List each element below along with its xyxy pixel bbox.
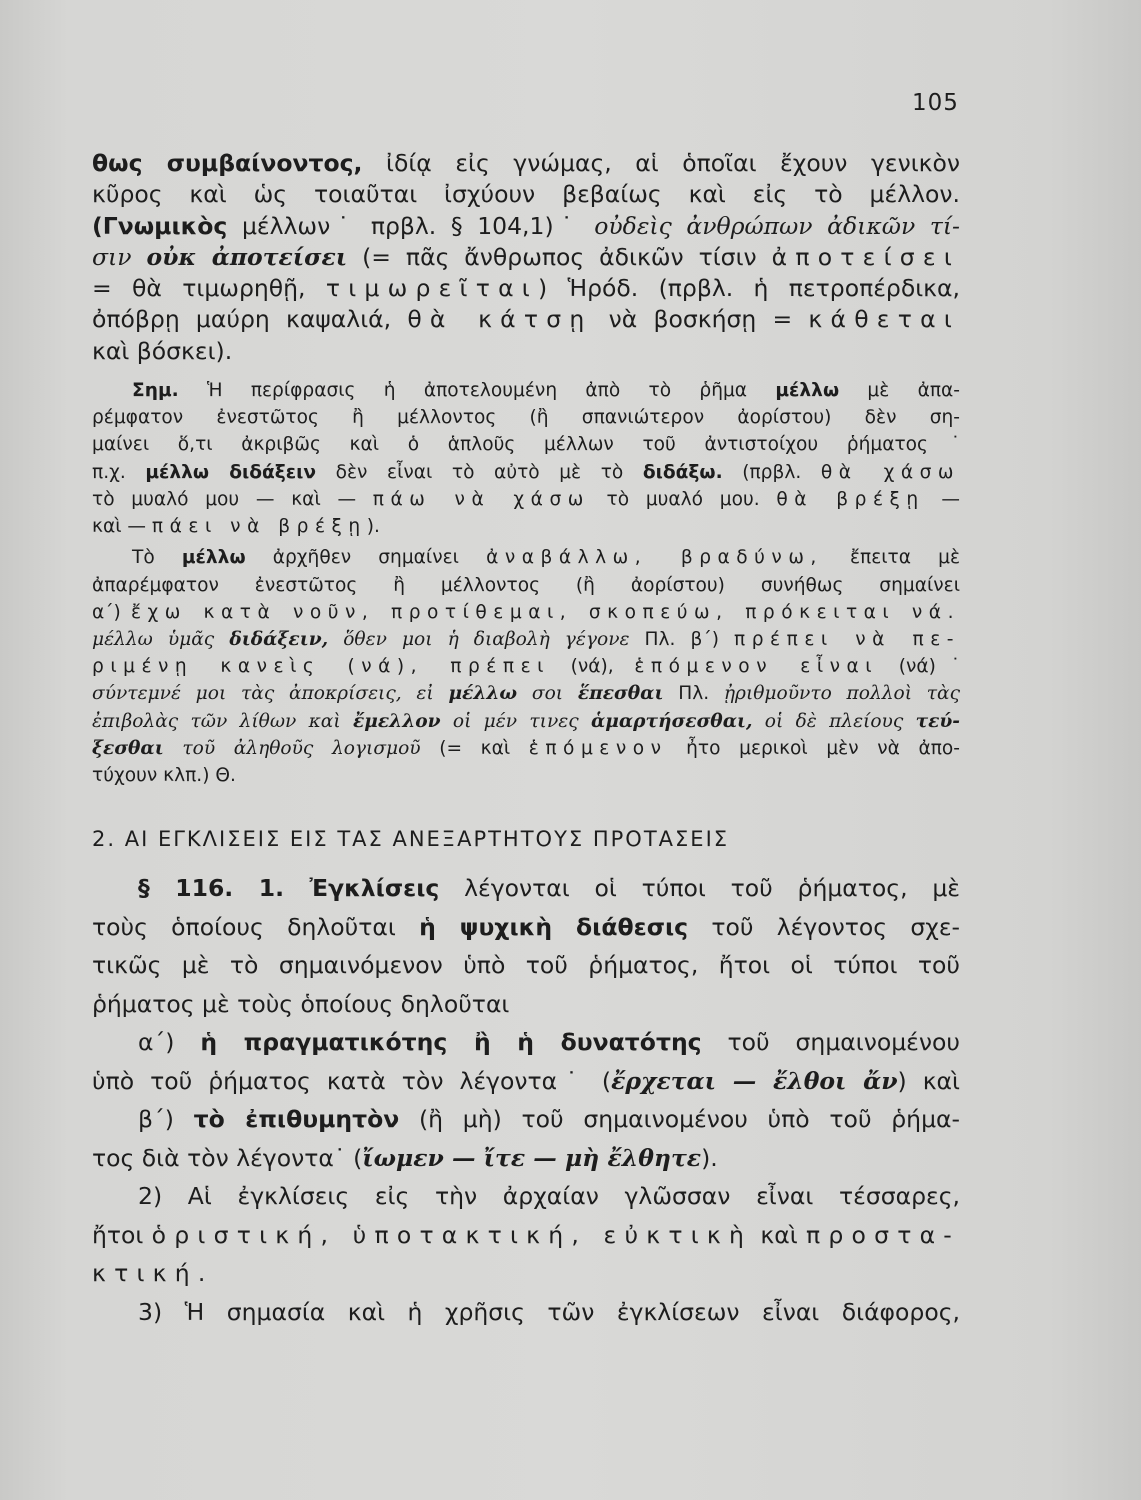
text-line: ρέμφατον ἐνεστῶτος ἢ μέλλοντος (ἢ σπανιώτερον ἀορίστου) δὲν ση-	[92, 407, 960, 429]
text-span: τὸ μυαλό μου.	[589, 488, 777, 510]
text-span: α΄)	[92, 601, 131, 623]
text-line: 3) Ἡ σημασία καὶ ἡ χρῆσις τῶν ἐγκλίσεων εἶναι διάφορος,	[138, 1297, 960, 1326]
example-bold: οὐκ ἀποτείσει	[146, 242, 348, 271]
bold-term: θως συμβαίνοντος,	[92, 149, 363, 177]
text-span: α΄)	[138, 1028, 201, 1057]
example-text: σοι	[517, 683, 578, 705]
spaced-text: ριμένῃ κανεὶς (νά), πρέπει	[92, 656, 550, 678]
bold-term: τὸ ἐπιθυμητὸν	[193, 1105, 400, 1134]
text-span: ).	[366, 516, 380, 538]
note-label: Σημ.	[132, 380, 179, 402]
text-span: καὶ	[752, 1220, 806, 1249]
text-span: ).	[701, 1143, 718, 1172]
text-line	[92, 1216, 960, 1255]
example-text: σύντεμνέ μοι τὰς ἀποκρίσεις, εἰ	[92, 683, 449, 705]
text-line	[92, 599, 960, 626]
text-line	[92, 211, 960, 242]
text-line	[92, 273, 960, 304]
text-span: (= πᾶς ἄνθρωπος ἀδικῶν τίσιν	[347, 242, 772, 271]
text-span: (ἢ μὴ) τοῦ σημαινομένου ὑπὸ τοῦ ῥήμα-	[399, 1105, 960, 1134]
spaced-text: ἀποτείσει	[771, 242, 961, 271]
spaced-text: ὁριστική, ὑποτακτική, εὐκτικὴ	[151, 1220, 753, 1249]
spaced-text: ἑπόμενον	[528, 737, 668, 759]
spaced-text: πρέπει νὰ πε-	[734, 628, 960, 650]
example-bold: διδάξειν,	[229, 628, 329, 650]
example-bold: ἴωμεν — ἴτε — μὴ ἔλθητε	[362, 1143, 702, 1172]
text-line: μαίνει ὅ,τι ἀκριβῶς καὶ ὁ ἁπλοῦς μέλλων τοῦ ἀντιστοίχου ῥήματος˙	[92, 434, 960, 456]
text-line: κῦρος καὶ ὡς τοιαῦται ἰσχύουν βεβαίως καὶ εἰς τὸ μέλλον.	[92, 180, 960, 209]
spaced-text: τιμωρεῖται	[325, 274, 538, 303]
example-bold: μέλλω	[448, 683, 518, 705]
text-line	[92, 735, 960, 762]
example-text: σιν	[92, 242, 147, 271]
text-span: ἰδίᾳ εἰς γνώμας, αἱ ὁποῖαι ἔχουν γενικὸν	[362, 149, 960, 177]
text-span: π.χ.	[92, 461, 146, 483]
bold-term: μέλλω διδάξειν	[145, 461, 317, 483]
text-line	[92, 869, 960, 908]
example-bold: ἕπεσθαι	[577, 683, 664, 705]
spaced-text: θὰ βρέξῃ	[776, 488, 925, 510]
text-span: τοὺς ὁποίους δηλοῦται	[92, 912, 420, 941]
spaced-text: κάθεται	[808, 305, 960, 334]
text-line: ἀπαρέμφατον ἐνεστῶτος ἢ μέλλοντος (ἢ ἀορίστου) συνήθως σημαίνει	[92, 574, 960, 596]
text-line: τικῶς μὲ τὸ σημαινόμενον ὑπὸ τοῦ ῥήματος, ἤτοι οἱ τύποι τοῦ	[92, 951, 960, 980]
example-text: οἱ μέν τινες	[440, 710, 591, 732]
bold-term: (Γνωμικὸς	[92, 211, 228, 240]
text-span: = θὰ τιμωρηθῇ,	[92, 274, 326, 303]
spaced-text: πάει νὰ βρέξῃ	[151, 516, 367, 538]
example-text: οἱ δὲ πλείους	[752, 710, 916, 732]
page-text	[92, 148, 960, 1331]
text-line	[92, 486, 960, 513]
text-span: νὰ βοσκήσῃ =	[592, 305, 809, 334]
text-line	[92, 513, 960, 540]
example-text: ὅθεν μοι ἡ διαβολὴ γέγονε	[328, 628, 630, 650]
text-line	[92, 242, 960, 273]
text-line	[92, 626, 960, 653]
text-line: κτική.	[92, 1259, 214, 1288]
text-span: (νά)˙	[878, 656, 960, 678]
text-line	[92, 653, 960, 680]
example-bold: ἔρχεται — ἔλθοι ἄν	[611, 1066, 898, 1095]
spaced-text: ἀναβάλλω, βραδύνω,	[486, 547, 823, 569]
text-span: τοῦ σημαινομένου	[701, 1028, 960, 1057]
text-span: μὲ ἀπα-	[839, 380, 960, 402]
text-span: μέλλων˙ πρβλ. § 104,1)˙	[227, 211, 595, 240]
text-line	[92, 908, 960, 947]
text-span: τὸ μυαλό μου — καὶ —	[92, 488, 373, 510]
text-span: Τὸ	[132, 547, 182, 569]
text-span: (νά),	[549, 656, 635, 678]
text-line: 2) Αἱ ἐγκλίσεις εἰς τὴν ἀρχαίαν γλῶσσαν εἶναι τέσσαρες,	[138, 1182, 960, 1211]
text-span: ) Ἡρόδ. (πρβλ. ἡ πετροπέρδικα,	[538, 274, 960, 303]
text-span: (πρβλ.	[722, 461, 821, 483]
section-title: § 116. 1. Ἐγκλίσεις	[138, 874, 440, 903]
example-bold: ξεσθαι	[92, 737, 164, 759]
example-text: μέλλω ὑμᾶς	[92, 628, 230, 650]
text-line: ῥήματος μὲ τοὺς ὁποίους δηλοῦται	[92, 989, 510, 1018]
example-text: ᾐριθμοῦντο πολλοὶ τὰς	[723, 683, 961, 705]
text-span: ) καὶ	[897, 1066, 960, 1095]
text-span: ἀρχῆθεν σημαίνει	[245, 547, 487, 569]
example-text: οὐδεὶς ἀνθρώπων ἀδικῶν τί-	[594, 211, 960, 240]
text-line	[92, 1100, 960, 1139]
section-116	[92, 869, 960, 1331]
bold-term: μέλλω	[775, 380, 840, 402]
example-bold: ἔμελλον	[352, 710, 441, 732]
text-span: δὲν εἶναι τὸ αὐτὸ μὲ τὸ	[316, 461, 643, 483]
text-line	[92, 1062, 960, 1101]
text-span: β΄)	[138, 1105, 194, 1134]
example-bold: ἁμαρτήσεσθαι,	[590, 710, 753, 732]
text-line	[92, 304, 960, 335]
text-line	[92, 1139, 960, 1178]
text-span: τοῦ λέγοντος σχε-	[688, 912, 960, 941]
text-line	[92, 708, 960, 735]
spaced-text: πάω νὰ χάσω	[372, 488, 590, 510]
page-number: 105	[912, 90, 959, 116]
text-span: τος διὰ τὸν λέγοντα˙ (	[92, 1143, 363, 1172]
text-line: τύχουν κλπ.) Θ.	[92, 764, 236, 786]
text-line	[92, 459, 960, 486]
text-span: λέγονται οἱ τύποι τοῦ ῥήματος, μὲ	[439, 874, 961, 903]
text-span: ἔπειτα μὲ	[822, 547, 961, 569]
example-text: τοῦ ἀληθοῦς λογισμοῦ	[163, 737, 421, 759]
text-span: ὀπόβρῃ μαύρη καψαλιά,	[92, 305, 408, 334]
text-line	[92, 148, 960, 179]
text-line	[92, 544, 960, 571]
spaced-text: θὰ χάσω	[820, 461, 961, 483]
bold-term: ἡ ψυχικὴ διάθεσις	[419, 912, 689, 941]
section-heading: 2. ΑΙ ΕΓΚΛΙΣΕΙΣ ΕΙΣ ΤΑΣ ΑΝΕΞΑΡΤΗΤΟΥΣ ΠΡΟΤΑΣΕΙΣ	[92, 827, 730, 852]
text-line: καὶ βόσκει).	[92, 336, 233, 365]
text-span: Ἡ περίφρασις ἡ ἀποτελουμένη ἀπὸ τὸ ῥῆμα	[178, 380, 776, 402]
bold-term: μέλλω	[181, 547, 246, 569]
text-line	[92, 377, 960, 404]
text-span: ἦτο μερικοὶ μὲν νὰ ἀπο-	[667, 737, 960, 759]
paragraph-future-gnomic	[92, 148, 960, 367]
text-span: Πλ. β΄)	[629, 628, 735, 650]
text-span: —	[924, 488, 960, 510]
example-text: ἐπιβολὰς τῶν λίθων καὶ	[92, 710, 353, 732]
spaced-text: θὰ κάτσῃ	[407, 305, 593, 334]
example-bold: τεύ-	[915, 710, 961, 732]
spaced-text: προστα-	[805, 1220, 961, 1249]
text-span: (= καὶ	[420, 737, 529, 759]
text-span: ἤτοι	[92, 1220, 152, 1249]
text-line	[92, 680, 960, 707]
text-span: ὑπὸ τοῦ ῥήματος κατὰ τὸν λέγοντα˙ (	[92, 1066, 612, 1095]
spaced-text: ἑπόμενον εἶναι	[634, 656, 879, 678]
text-line	[92, 1023, 960, 1062]
text-span: καὶ —	[92, 516, 152, 538]
note-paragraph	[92, 377, 960, 789]
text-span: Πλ.	[663, 683, 724, 705]
bold-term: ἡ πραγματικότης ἢ ἡ δυνατότης	[200, 1028, 702, 1057]
bold-term: διδάξω.	[642, 461, 723, 483]
spaced-text: ἔχω κατὰ νοῦν, προτίθεμαι, σκοπεύω, πρόκειται νά.	[130, 601, 960, 623]
